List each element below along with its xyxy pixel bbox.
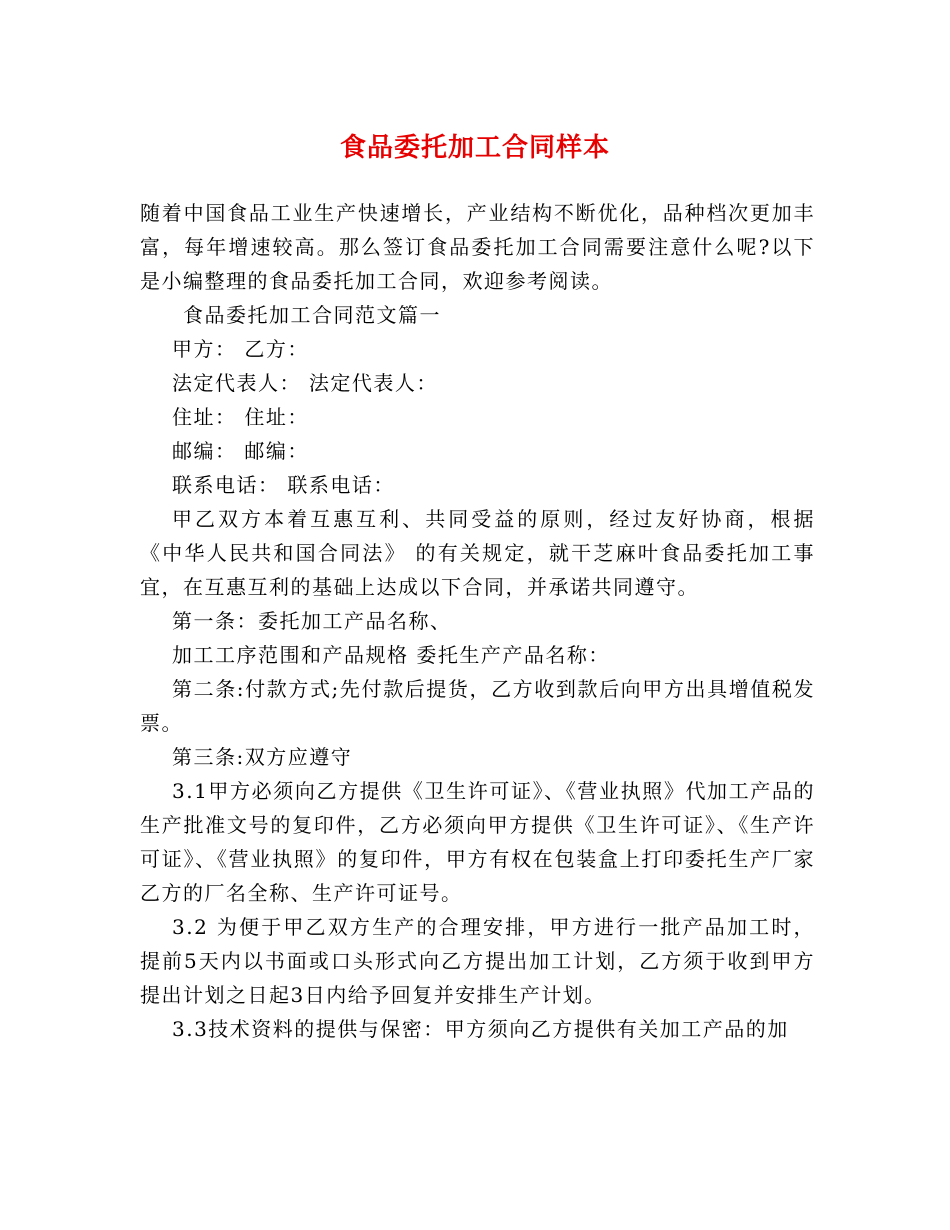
clause-3-2: 3.2 为便于甲乙双方生产的合理安排，甲方进行一批产品加工时，提前5天内以书面或口头形式向乙方提出加工计划，乙方须于收到甲方提出计划之日起3日内给予回复并安排生产计划。 [140, 915, 815, 1007]
document-body [140, 196, 815, 1046]
article-3-heading: 第三条:双方应遵守 [172, 745, 353, 769]
article-1-detail: 加工工序范围和产品规格 委托生产产品名称： [172, 643, 610, 667]
address-line: 住址： 住址： [172, 405, 309, 429]
preamble-paragraph: 甲乙双方本着互惠互利、共同受益的原则，经过友好协商，根据《中华人民共和国合同法》 的有关规定，就干芝麻叶食品委托加工事宜，在互惠互利的基础上达成以下合同，并承诺共同遵守。 [140, 507, 815, 599]
article-2-paragraph: 第二条:付款方式;先付款后提货，乙方收到款后向甲方出具增值税发票。 [140, 677, 815, 735]
postcode-line: 邮编： 邮编： [172, 439, 309, 463]
clause-3-3: 3.3技术资料的提供与保密：甲方须向乙方提供有关加工产品的加 [172, 1017, 789, 1041]
phone-line: 联系电话： 联系电话： [172, 473, 395, 497]
representative-line: 法定代表人： 法定代表人： [172, 371, 438, 395]
clause-3-1: 3.1甲方必须向乙方提供《卫生许可证》、《营业执照》代加工产品的生产批准文号的复印件，乙方必须向甲方提供《卫生许可证》、《生产许可证》、《营业执照》的复印件，甲方有权在包装盒上打印委托生产厂家乙方的厂名全称、生产许可证号。 [140, 779, 815, 905]
article-1-heading: 第一条：委托加工产品名称、 [172, 609, 452, 633]
party-line: 甲方： 乙方： [172, 337, 309, 361]
document-title: 食品委托加工合同样本 [339, 133, 610, 163]
intro-paragraph: 随着中国食品工业生产快速增长，产业结构不断优化，品种档次更加丰富，每年增速较高。那么签订食品委托加工合同需要注意什么呢?以下是小编整理的食品委托加工合同，欢迎参考阅读。 [140, 201, 815, 293]
section-heading: 食品委托加工合同范文篇一 [183, 303, 441, 327]
